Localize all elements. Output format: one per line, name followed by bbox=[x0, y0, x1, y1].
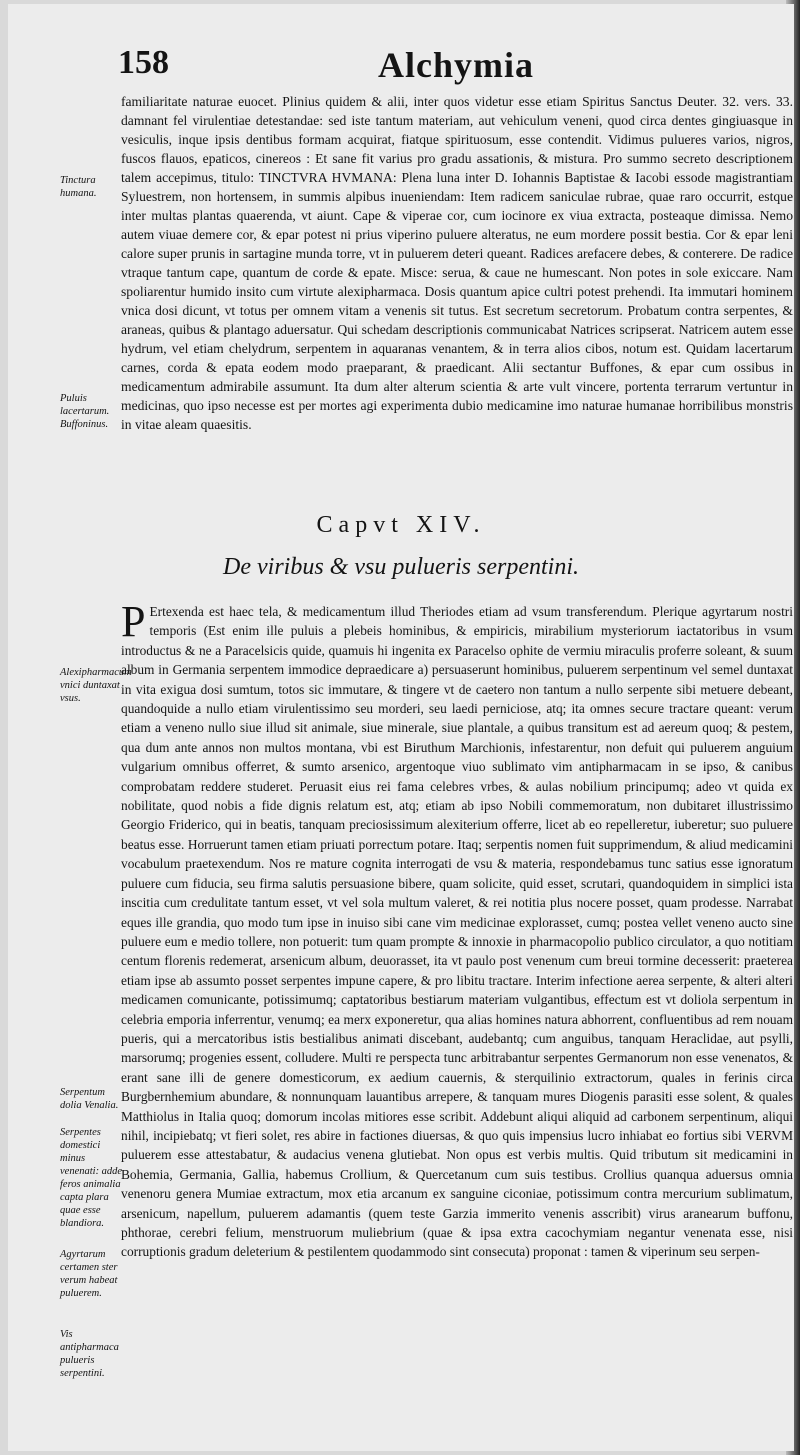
margin-note: Tinctura humana. bbox=[60, 175, 97, 199]
page-header bbox=[8, 44, 794, 84]
running-head: Alchymia bbox=[378, 45, 534, 85]
margin-note: Agyrtarum certamen ster verum habeat puluerem. bbox=[60, 1249, 118, 1299]
chapter-heading: Capvt XIV. bbox=[316, 512, 486, 538]
drop-cap: P bbox=[121, 597, 146, 646]
margin-note: Alexipharmacum vnici duntaxat vsus. bbox=[60, 667, 132, 704]
margin-note: Vis antipharmaca pulueris serpentini. bbox=[60, 1329, 119, 1379]
margin-note: Puluis lacertarum. Buffoninus. bbox=[60, 393, 110, 430]
chapter-subtitle: De viribus & vsu pulueris serpentini. bbox=[223, 554, 579, 580]
paragraph: Ertexenda est haec tela, & medicamentum illud Theriodes etiam ad vsum transferendum. Plerique agyrtarum nostri temporis (Est enim ille puluis a plebeis hominibus, & empiricis, mirabilium mysteriorum iactatoribus in vsum introductus & ne a Paracelsicis quide, quamuis hi ingenita ex Paracelso ophite de vermiu miraculis proferre soleant, & suum album in Germania serpentem immodice depraedicare a) persuaserunt hominibus, puluerem serpentinum vel semel duntaxat in vita exigua dosi sumtum, totos sic immutare, & tingere vt de caetero non tantum a nullo serpente sibi metuere debeant, quandoquide a nullo etiam virulentissimo seu morderi, seu laedi perniciose, atq; ita omnes secure tractare queant: verum etiam a veneno nullo siue illud sit animale, siue minerale, siue plantale, a quibus transitum est ad aereum quoq; & pestem, qua dum ante annos non multos montana, vbi est Biruthum Marchionis, infestarentur, non defuit qui puluerem anguium vulgarium omnibus offerret, & sumto arsenico, argentoque viuo sublimato vim antipharmacam in se ipso, & canibus comprobatam reddere studeret. Peruasit eius rei fama celebres vrbes, & aulas nobilium principumq; adeo vt quida ex nobilitate, quod nobis a fide dignis relatum est, atq; etiam ab ipso Nobili commemoratum, non dubitaret illustrissimo Georgio Friderico, qui in beatis, tanquam preciosissimum alexiterium offerre, licet ab eo repelleretur, iuberetur; suo puluere beatus esse. Horruerunt tamen etiam priuati porrectum potare. Itaq; serpentis nomen fuit supprimendum, & aliud medicamini vocabulum praetexendum. Nos re mature cognita interrogati de vsu & materia, respondebamus tunc satius esse ignoratum puluere cum fiducia, seu firma salutis persuasione bibere, quam solicite, quid esset, scrutari, quandoquidem in simplici ista inscitia cum credulitate tantum esset, vt vel sola multum valeret, & rei notitia plus nocere posset, quam prodesse. Narrabat eques ille grandia, quo modo tum ipse in inuiso sibi cane vim medicinae explorasset, cumq; postea vellet veneno aucto sine puluere eum e medio tollere, non potuerit: tum quam prompte & innoxie in pharmacopolio publico circulator, a quo notitiam centum florenis redemerat, arsenicum album, deuorasset, ita vt paulo post venenum cum breui tormine decesserit: praeterea etiam ipse ab assumto posset serpentes impune capere, & pro libitu tractare. Interim infectione aerea serpente, & alteri alteri medicamen comunicante, potissimumq; captatoribus bestiarum materiam vulgantibus, effectum est vt doliola serpentum in celebria emporia inferrentur, venumq; ea merx exponeretur, qua alias homines natura abhorrent, confluentibus ad rem nouam pueris, qui a mercatoribus istis bestialibus animati discebant, audebantq; cum anguibus, tanquam Heraclidae, aut psylli, marsorumq; progenies essent, colludere. Multi re perspecta tunc arbitrabantur serpentes Germanorum non esse venenatos, & erant sane illi de genere domesticorum, ex aedium cauernis, & sterquilinio extractorum, quales in ferinis circa Burgbernhemium abundare, & nonnunquam lauantibus arrepere, & tanquam mures Diogenis parasiti esse solent, & quales Matthiolus in Italia quoq; domorum incolas mitiores esse scribit. Addebunt aliqui aliquid ad carbonem serpentinum, aliqui nihil, incipiebatq; vt fieri solet, res abire in factiones diuersas, & quo quis impensius lucro inhiabat eo fortius sibi VERVM puluerem esse attestabatur, & audacius venena glutiebat. Non opus est verbis multis. Quid tributum sit medicamini in Bohemia, Germania, Gallia, habemus Crollium, & Quercetanum cum suis testibus. Crollius quanqua aduersus omnia venenoru genera Mumiae extractum, mox etia arcanum ex sanguine ciconiae, potissimum contra mercurium sublimatum, arsenicum, napellum, puluerem adamantis (quem teste Garzia immerito venenis asscribit) virus aranearum buffonu, phthorae, cerebri felium, menstruorum muliebrium (quae & ipsa extra cacochymiam negantur venenata esse, nisi corruptionis gradum deleterium & pestilentem quodammodo sint consecuta) proponat : tamen & viperinum seu serpen- bbox=[121, 604, 793, 1260]
body-text-section-2 bbox=[121, 597, 793, 1262]
page-number: 158 bbox=[118, 44, 169, 81]
paragraph: familiaritate naturae euocet. Plinius quidem & alii, inter quos videtur esse etiam Spiritus Sanctus Deuter. 32. vers. 33. damnant fel virulentiae detestandae: sed iste tantum materiam, aut vehiculum veneni, quod circa dentes gingiuasque in vesiculis, inque ipsis dentibus formam acquirat, fiatque spirituosum, esse contendit. Vidimus pulueres varios, nigros, fuscos flauos, epaticos, cinereos : Et sane fit varius pro gradu assationis, & mistura. Pro summo secreto descriptionem talem accepimus, titulo: TINCTVRA HVMANA: Plena luna inter D. Iohannis Baptistae & Iacobi essode magistrantiam Syluestrem, non hortensem, in summis alpibus inueniendam: Item radicem saniculae rubrae, quae raro occurrit, estque inter multas plantas quaerenda, vt aiunt. Cape & viperae cor, cum iocinore ex viua extracta, posteaque dimissa. Nemo autem viuae demere cor, & epar potest ni prius viperino puluere alteratus, ne eum mordere possit bestia. Cor & epar leni calore super prunis in sartagine munda torre, vt in puluerem deteri queant. Radices arefacere debes, & conterere. De radice vtraque tantum cape, quantum de corde & epate. Misce: serua, & caue ne humescant. Non potes in sole exiccare. Nam spoliarentur humido insito cum virtute alexipharmaca. Dosis quantum apice cultri potest prehendi. Ita immutari hominem vnica dosi dicunt, vt totus per omnem vitam a venenis sit tutus. Est secretum secretorum. Probatum contra serpentes, & araneas, quibus & plantago aduersatur. Qui schedam descriptionis communicabat Natrices scripserat. Natricem autem esse hydrum, vel etiam chelydrum, serpentem in aquaranas venantem, & in terra alios cibos, notum est. Quidam lacertarum carnes, corda & epata eodem modo praeparant, & praedicant. Alii sectantur Buffones, & epar cum ossibus in medicamentum admirabile assumunt. Ita dum alter alterum scientia & arte vult vincere, portenta terrarum vertuntur in medicinas, quo ipso necesse est per mortes agi experimenta dubio medicamine imo naturae humanae horribilibus monstris in vitae aleam quaesitis. bbox=[121, 94, 793, 432]
margin-note: Serpentes domestici minus venenati: adde feros animalia capta plara quae esse blandiora. bbox=[60, 1127, 123, 1229]
body-text-section-1 bbox=[121, 92, 793, 434]
book-page bbox=[8, 4, 794, 1451]
margin-note: Serpentum dolia Venalia. bbox=[60, 1087, 119, 1111]
